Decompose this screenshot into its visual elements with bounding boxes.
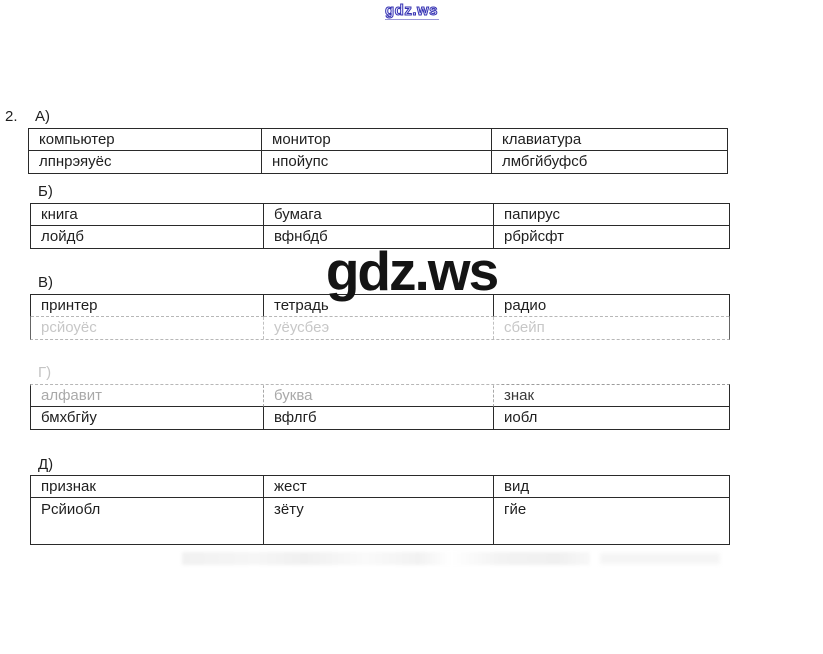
table-cell-erased: рсйоуёс bbox=[31, 317, 264, 339]
answer-table-v bbox=[30, 294, 730, 340]
section-label-d: Д) bbox=[38, 456, 54, 473]
section-label-a: А) bbox=[35, 108, 50, 125]
section-label-g: Г) bbox=[38, 364, 52, 381]
table-cell: гйе bbox=[504, 501, 527, 518]
table-cell: вфлгб bbox=[264, 407, 494, 429]
table-cell-erased: алфавит bbox=[31, 385, 264, 407]
exercise-number: 2. bbox=[5, 108, 18, 125]
table-cell: папирус bbox=[494, 204, 729, 226]
table-cell: бумага bbox=[264, 204, 494, 226]
table-cell: лпнрэяуёс bbox=[29, 151, 262, 173]
answer-table-d bbox=[30, 475, 730, 545]
answer-table-b bbox=[30, 203, 730, 249]
table-cell: клавиатура bbox=[492, 129, 727, 151]
answer-table-g bbox=[30, 384, 730, 430]
table-cell: бмхбгйу bbox=[31, 407, 264, 429]
table-cell: жест bbox=[264, 476, 494, 498]
table-cell: зёту bbox=[264, 498, 494, 544]
erased-overlay bbox=[0, 362, 500, 386]
erased-watermark-remnant bbox=[182, 552, 590, 565]
table-cell: монитор bbox=[262, 129, 492, 151]
table-cell: Рсйиобл bbox=[31, 498, 264, 544]
table-cell: рбрйсфт bbox=[504, 228, 565, 245]
table-cell: радио bbox=[494, 295, 729, 317]
table-cell: книга bbox=[31, 204, 264, 226]
gdz-logo-link[interactable]: gdz.ws bbox=[384, 2, 439, 19]
section-label-b: Б) bbox=[38, 183, 53, 200]
table-cell: лойдб bbox=[31, 226, 264, 248]
table-cell: признак bbox=[31, 476, 264, 498]
table-cell-erased: буква bbox=[264, 385, 494, 407]
table-cell-erased: сбейп bbox=[504, 319, 545, 336]
table-cell: тетрадь bbox=[264, 295, 494, 317]
table-cell: нпойупс bbox=[262, 151, 492, 173]
section-label-v: В) bbox=[38, 274, 53, 291]
table-cell: вид bbox=[494, 476, 729, 498]
table-cell: знак bbox=[494, 385, 729, 407]
table-cell: принтер bbox=[31, 295, 264, 317]
table-cell-erased: уёусбеэ bbox=[264, 317, 494, 339]
erased-watermark-remnant bbox=[600, 553, 720, 564]
table-cell: лмбгйбуфсб bbox=[502, 153, 588, 170]
table-cell: вфнбдб bbox=[264, 226, 494, 248]
table-cell: иобл bbox=[504, 409, 538, 426]
gdz-watermark: gdz.ws bbox=[325, 240, 498, 302]
table-cell: компьютер bbox=[29, 129, 262, 151]
answer-table-a bbox=[28, 128, 728, 174]
